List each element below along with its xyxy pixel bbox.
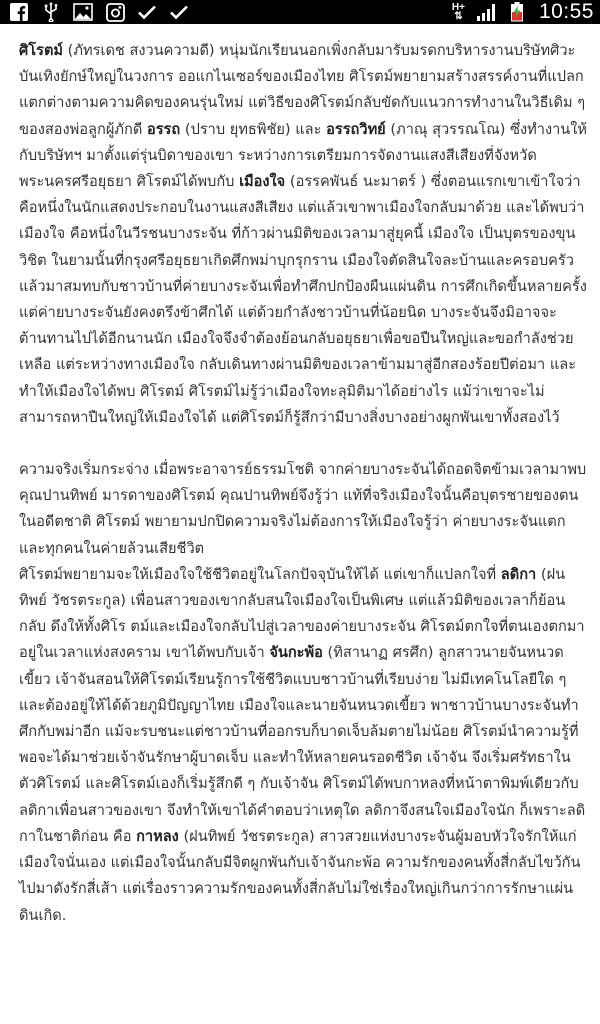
instagram-icon [104, 2, 126, 22]
character-name: จันกะพ้อ [269, 644, 323, 662]
check-icon [168, 2, 190, 22]
synopsis-paragraph [19, 562, 588, 929]
text-run: (ฝนทิพย์ วัชรตระกูล) สาวสวยแห่งบางระจันผู้มอบหัวใจรักให้แก่เมืองใจนั่นเอง แต่เมืองใจนั้นกลับมีจิตผูกพันกับเจ้าจันกะพ้อ ความรักของคนทั้งสี่กลับไขว้กันไปมาดังรักสี่เส้า แต่เรื่องราวความรักของคนทั้งสี่กลับไม่ใช่เรื่องใหญ่เกินกว่าการรักษาแผ่นดินเกิด. [19, 827, 581, 924]
data-arrows-icon: ⇅ [454, 11, 463, 22]
synopsis-paragraph [19, 457, 588, 562]
synopsis-paragraph [19, 38, 588, 431]
character-name: กาหลง [136, 827, 179, 845]
text-run: ศิโรตม์พยายามจะให้เมืองใจใช้ชีวิตอยู่ในโลกปัจจุบันให้ได้ แต่เขาก็แปลกใจที่ [19, 565, 501, 583]
usb-icon [40, 2, 62, 22]
notification-icons [8, 2, 190, 22]
character-name: ลดิกา [500, 565, 537, 583]
character-name: เมืองใจ [239, 173, 286, 191]
text-run: (ฝนทิพย์ วัชรตระกูล) เพื่อนสาวของเขากลับสนใจเมืองใจเป็นพิเศษ แต่แล้วมิติของเวลาก็ย้อนกลับ ดึงให้ทั้งศิโร ตม์และเมืองใจกลับไปสู่เวลาของค่ายบางระจัน ศิโรตม์ตกใจที่ตนเองตกมาอยู่ในเวลาแห่งสงคราม เขาได้พบกับเจ้า [19, 565, 585, 662]
character-name: อรรถวิทย์ [326, 120, 386, 138]
clock: 10:55 [538, 0, 594, 23]
facebook-icon [8, 2, 30, 22]
text-run: (ภัทรเดช สงวนความดี) หนุ่มนักเรียนนอกเพิ่งกลับมารับมรดกบริหารงานบริษัทศิวะบันเทิงยักษ์ใหญ่ในวงการ ออแกไนเซอร์ของเมืองไทย ศิโรตม์พยายามสร้างสรรค์งานที่แปลกแตกต่างตามความคิดของคนรุ่นใหม่ แต่วิธีของศิโรตม์กลับขัดกับแนวการทำงานในวิธีเดิม ๆ ของสองพ่อลูกผู้ภักดี [19, 42, 586, 138]
battery-charging-icon [509, 2, 525, 22]
text-run: (ปราบ ยุทธพิชัย) และ [180, 120, 327, 138]
character-name: ศิโรตม์ [19, 42, 64, 59]
article-body [0, 24, 600, 1024]
character-name: อรรถ [146, 120, 181, 138]
gallery-icon [72, 2, 94, 22]
network-type [452, 3, 465, 21]
system-icons [452, 0, 594, 24]
text-run: (ทิสานาฏ ศรศึก) ลูกสาวนายจันหนวดเขี้ยว เจ้าจันสอนให้ศิโรตม์เรียนรู้การใช้ชีวิตแบบชาวบ้านที่เรียบง่าย ไม่มีเทคโนโลยีใด ๆ และต้องอยู่ให้ได้ด้วยภูมิปัญญาไทย เมืองใจและนายจันหนวดเขี้ยว พาชาวบ้านบางระจันทำศึกกับพม่าอีก แม้จะรบชนะแต่ชาวบ้านที่ออกรบก็บาดเจ็บล้มตายไม่น้อย ศิโรตม์นำความรู้ที่พอจะได้มาช่วยเจ้าจันรักษาผู้บาดเจ็บ และทำให้หลายคนรอดชีวิต เจ้าจัน จึงเริ่มศรัทธาในตัวศิโรตม์ และศิโรตม์เองก็เริ่มรู้สึกดี ๆ กับเจ้าจัน ศิโรตม์ได้พบกาหลงที่หน้าตาพิมพ์เดียวกับลดิกาเพื่อนสาวของเขา จึงทำให้เขาได้คำตอบว่าเหตุใด ลดิกาจึงสนใจเมืองใจนัก ก็เพราะลดิกาในชาติก่อน คือ [19, 644, 586, 845]
signal-icon [475, 2, 499, 22]
check-icon [136, 2, 158, 22]
paragraph-spacer [19, 431, 588, 457]
text-run: ความจริงเริ่มกระจ่าง เมื่อพระอาจารย์ธรรมโชติ จากค่ายบางระจันได้ถอดจิตข้ามเวลามาพบคุณปานทิพย์ มารดาของศิโรตม์ คุณปานทิพย์จึงรู้ว่า แท้ที่จริงเมืองใจนั้นคือบุตรชายของตนในอดีตชาติ ศิโรตม์ พยายามปกปิดความจริงไม่ต้องการให้เมืองใจรู้ว่า ค่ายบางระจันแตกและทุกคนในค่ายล้วนเสียชีวิต [19, 461, 587, 557]
status-bar [0, 0, 600, 24]
network-type-label: H+ [451, 2, 465, 13]
text-run: (อรรคพันธ์ นะมาตร์ ) ซึ่งตอนแรกเขาเข้าใจว่า คือหนึ่งในนักแสดงประกอบในงานแสงสีเสียง แต่แล้วเขาพาเมืองใจกลับมาด้วย และได้พบว่าเมืองใจ คือหนึ่งในวีรชนบางระจัน ที่ก้าวผ่านมิติของเวลามาสู่ยุคนี้ เมืองใจ เป็นบุตรของขุนวิชิต ในยามนั้นที่กรุงศรีอยุธยาเกิดศึกพม่าบุกรุกราน เมืองใจตัดสินใจละบ้านและครอบครัวแล้วมาสมทบกับชาวบ้านที่ค่ายบางระจันเพื่อทำศึกปกป้องผืนแผ่นดิน การศึกเกิดขึ้นหลายครั้ง แต่ค่ายบางระจันยังคงตรึงข้าศึกได้ แต่ด้วยกำลังชาวบ้านที่น้อยนิด บางระจันจึงมิอาจจะต้านทานไปได้อีกนานนัก เมืองใจจึงจำต้องย้อนกลับอยุธยาเพื่อขอปืนใหญ่และขอกำลังช่วยเหลือ แต่ระหว่างทางเมืองใจ กลับเดินทางผ่านมิติของเวลาข้ามมาสู่อีกสองร้อยปีต่อมา และทำให้เมืองใจได้พบ ศิโรตม์ ศิโรตม์ไม่รู้ว่าเมืองใจทะลุมิติมาได้อย่างไร แม้ว่าเขาจะไม่สามารถหาปืนใหญ่ให้เมืองใจได้ แต่ศิโรตม์ก็รู้สึกว่ามีบางสิ่งบางอย่างผูกพันเขาทั้งสองไว้ [19, 173, 587, 426]
text-run: (ภาณุ สุวรรณโณ) ซึ่งทำงานให้กับบริษัทฯ มาตั้งแต่รุ่นบิดาของเขา ระหว่างการเตรียมการจัดงานแสงสีเสียงที่จังหวัดพระนครศรีอยุธยา ศิโรตม์ได้พบกับ [19, 120, 587, 191]
